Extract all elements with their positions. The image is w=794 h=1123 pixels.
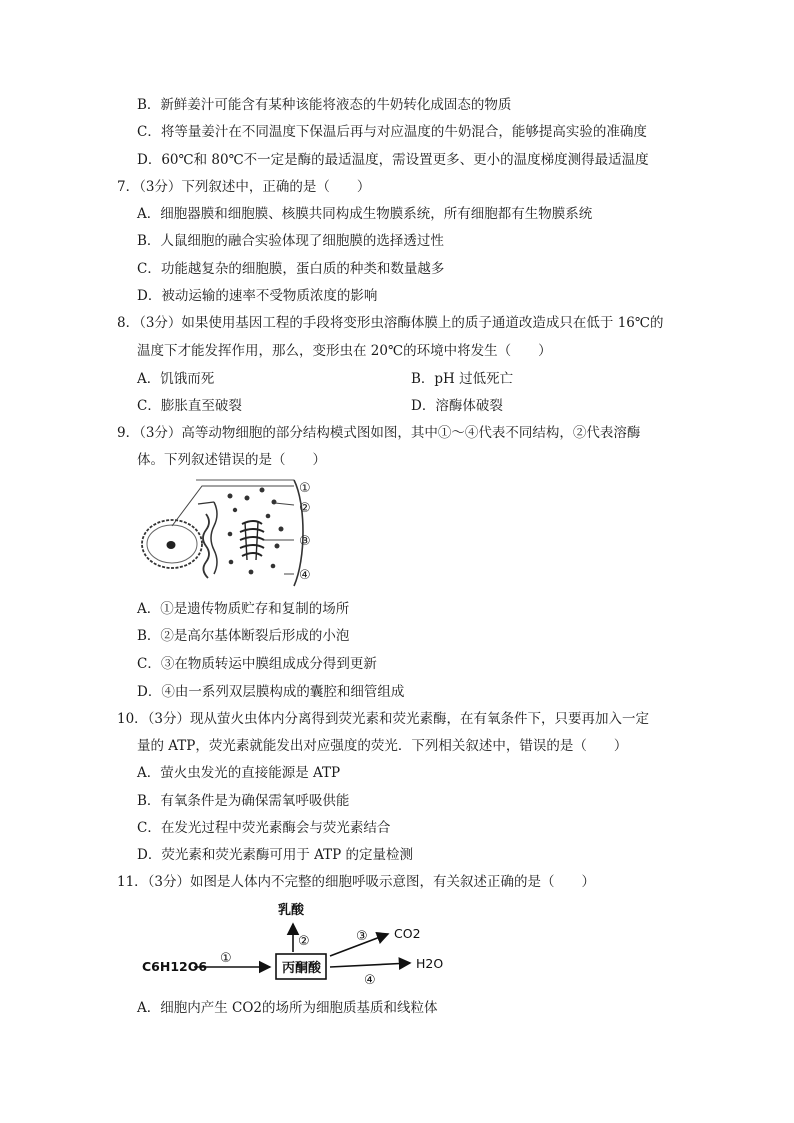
fig-label-3: ③ bbox=[299, 534, 311, 549]
h2o-label: H2O bbox=[416, 956, 444, 971]
q8-option-d: D．溶酶体破裂 bbox=[411, 398, 503, 414]
respiration-diagram bbox=[138, 894, 458, 990]
q7-stem: 7．（3分）下列叙述中，正确的是（ ） bbox=[117, 179, 371, 195]
q7-option-b: B．人鼠细胞的融合实验体现了细胞膜的选择透过性 bbox=[137, 233, 444, 249]
q8-option-a: A．饥饿而死 bbox=[137, 371, 215, 387]
step-1-label: ① bbox=[220, 951, 232, 966]
q7-option-d: D．被动运输的速率不受物质浓度的影响 bbox=[137, 288, 378, 304]
q6-option-d: D．60℃和 80℃不一定是酶的最适温度，需设置更多、更小的温度梯度测得最适温度 bbox=[137, 152, 649, 168]
q7-option-a: A．细胞器膜和细胞膜、核膜共同构成生物膜系统，所有细胞都有生物膜系统 bbox=[137, 206, 593, 222]
q8-stem-line1: 8．（3分）如果使用基因工程的手段将变形虫溶酶体膜上的质子通道改造成只在低于 16℃的 bbox=[117, 315, 664, 331]
fig-label-2: ② bbox=[299, 501, 311, 516]
q8-stem-line2: 温度下才能发挥作用，那么，变形虫在 20℃的环境中将发生（ ） bbox=[137, 343, 552, 359]
q8-option-b: B．pH 过低死亡 bbox=[411, 371, 514, 387]
lactic-acid-label: 乳酸 bbox=[278, 903, 305, 918]
q9-option-b: B．②是高尔基体断裂后形成的小泡 bbox=[137, 628, 350, 644]
q9-stem-line2: 体。下列叙述错误的是（ ） bbox=[137, 452, 326, 468]
glucose-label: C6H12O6 bbox=[142, 959, 208, 974]
pyruvate-label: 丙酮酸 bbox=[282, 961, 322, 976]
q9-stem-line1: 9．（3分）高等动物细胞的部分结构模式图如图，其中①～④代表不同结构，②代表溶酶 bbox=[117, 425, 641, 441]
step-4-label: ④ bbox=[364, 973, 376, 988]
fig-label-4: ④ bbox=[299, 568, 311, 583]
q9-option-a: A．①是遗传物质贮存和复制的场所 bbox=[137, 601, 350, 617]
q10-option-c: C．在发光过程中荧光素酶会与荧光素结合 bbox=[137, 820, 391, 836]
step-3-label: ③ bbox=[356, 929, 368, 944]
q11-stem: 11．（3分）如图是人体内不完整的细胞呼吸示意图，有关叙述正确的是（ ） bbox=[117, 874, 596, 890]
step-2-label: ② bbox=[298, 934, 310, 949]
q10-stem-line1: 10．（3分）现从萤火虫体内分离得到荧光素和荧光素酶，在有氧条件下，只要再加入一定 bbox=[117, 711, 650, 727]
q6-option-b: B．新鲜姜汁可能含有某种该能将液态的牛奶转化成固态的物质 bbox=[137, 97, 512, 113]
q10-option-d: D．荧光素和荧光素酶可用于 ATP 的定量检测 bbox=[137, 847, 414, 863]
cell-structure-figure bbox=[134, 474, 334, 592]
fig-label-1: ① bbox=[299, 481, 311, 496]
q6-option-c: C．将等量姜汁在不同温度下保温后再与对应温度的牛奶混合，能够提高实验的准确度 bbox=[137, 124, 647, 140]
co2-label: CO2 bbox=[394, 926, 421, 941]
q8-option-c: C．膨胀直至破裂 bbox=[137, 398, 242, 414]
q10-stem-line2: 量的 ATP，荧光素就能发出对应强度的荧光．下列相关叙述中，错误的是（ ） bbox=[137, 738, 628, 754]
q9-option-d: D．④由一系列双层膜构成的囊腔和细管组成 bbox=[137, 684, 405, 700]
q11-option-a: A．细胞内产生 CO2的场所为细胞质基质和线粒体 bbox=[137, 1000, 438, 1016]
q10-option-a: A．萤火虫发光的直接能源是 ATP bbox=[137, 765, 341, 781]
q9-option-c: C．③在物质转运中膜组成成分得到更新 bbox=[137, 656, 377, 672]
q10-option-b: B．有氧条件是为确保需氧呼吸供能 bbox=[137, 793, 350, 809]
q7-option-c: C．功能越复杂的细胞膜，蛋白质的种类和数量越多 bbox=[137, 261, 445, 277]
